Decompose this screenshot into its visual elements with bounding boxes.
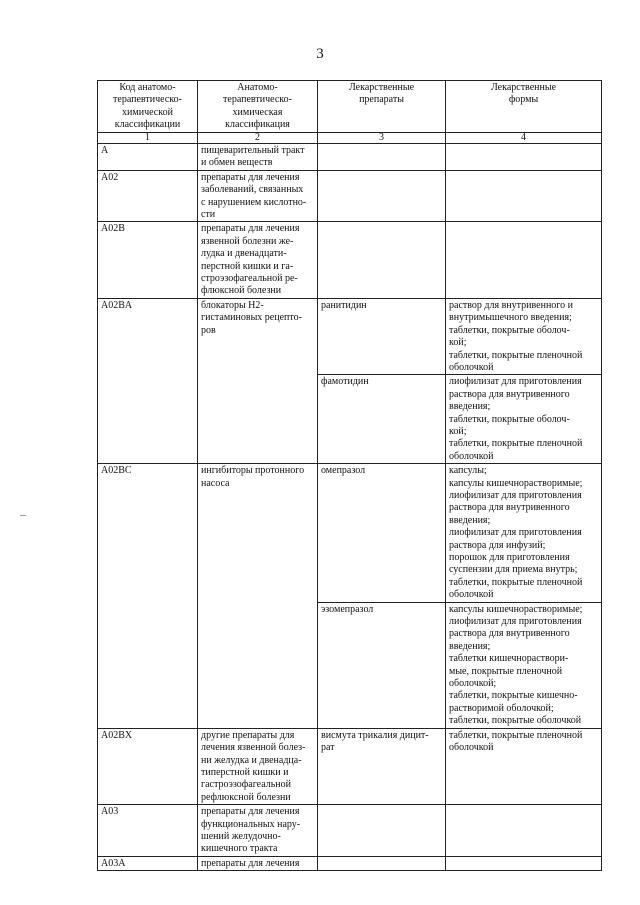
atc-name-cell: препараты для лечения заболеваний, связанных с нарушением кислотно- сти [198, 170, 318, 222]
dosage-form-cell: капсулы; капсулы кишечнорастворимые; лиофилизат для приготовления раствора для внутривенного введения; лиофилизат для приготовления раствора для инфузий; порошок для приготовления суспензии для приема внутрь; таблетки, покрытые пленочной оболочкой [446, 464, 602, 602]
atc-name-cell: пищеварительный тракт и обмен веществ [198, 144, 318, 171]
dosage-form-cell [446, 222, 602, 298]
table-row [98, 728, 602, 804]
table-row [98, 144, 602, 171]
atc-code-cell: A02BC [98, 464, 198, 729]
atc-name-cell: другие препараты для лечения язвенной болез- ни желудка и двенадца- типерстной кишки и гастроэзофагеальной рефлюксной болезни [198, 728, 318, 804]
header-drugs: Лекарственные препараты [318, 81, 446, 133]
drug-cell: висмута трикалия дицит- рат [318, 728, 446, 804]
drug-cell [318, 170, 446, 222]
atc-code-cell: A02B [98, 222, 198, 298]
drug-cell [318, 856, 446, 870]
atc-name-cell: блокаторы Н2- гистаминовых рецепто- ров [198, 298, 318, 463]
atc-code-cell: A02 [98, 170, 198, 222]
atc-name-cell: препараты для лечения функциональных нару- шений желудочно- кишечного тракта [198, 805, 318, 857]
table-row [98, 170, 602, 222]
atc-name-cell: ингибиторы протонного насоса [198, 464, 318, 729]
column-number-row [98, 133, 602, 144]
column-number: 1 [98, 133, 198, 144]
dosage-form-cell: таблетки, покрытые пленочной оболочкой [446, 728, 602, 804]
dosage-form-cell: капсулы кишечнорастворимые; лиофилизат для приготовления раствора для внутривенного введения; таблетки кишечнораствори- мые, покрытые пленочной оболочкой; таблетки, покрытые кишечно- растворимой оболочкой; таблетки, покрытые оболочкой [446, 602, 602, 728]
table-row [98, 856, 602, 870]
table-row [98, 222, 602, 298]
dosage-form-cell [446, 805, 602, 857]
header-dosage-forms: Лекарственные формы [446, 81, 602, 133]
atc-code-cell: A03A [98, 856, 198, 870]
dosage-form-cell [446, 144, 602, 171]
table-row [98, 298, 602, 374]
column-number: 4 [446, 133, 602, 144]
dosage-form-cell [446, 170, 602, 222]
table-header-row [98, 81, 602, 133]
atc-code-cell: A [98, 144, 198, 171]
drug-cell: фамотидин [318, 375, 446, 464]
drug-cell [318, 222, 446, 298]
atc-name-cell: препараты для лечения [198, 856, 318, 870]
drug-cell [318, 805, 446, 857]
table-row [98, 805, 602, 857]
page-number: 3 [316, 46, 324, 62]
margin-mark [20, 515, 26, 516]
dosage-form-cell [446, 856, 602, 870]
column-number: 3 [318, 133, 446, 144]
header-atc-classification: Анатомо- терапевтическо- химическая классификация [198, 81, 318, 133]
drug-cell: эзомепразол [318, 602, 446, 728]
atc-code-cell: A03 [98, 805, 198, 857]
atc-classification-table [97, 80, 602, 871]
drug-cell: ранитидин [318, 298, 446, 374]
atc-code-cell: A02BX [98, 728, 198, 804]
table-row [98, 464, 602, 602]
drug-cell [318, 144, 446, 171]
drug-cell: омепразол [318, 464, 446, 602]
dosage-form-cell: лиофилизат для приготовления раствора для внутривенного введения; таблетки, покрытые оболоч- кой; таблетки, покрытые пленочной оболочкой [446, 375, 602, 464]
dosage-form-cell: раствор для внутривенного и внутримышечного введения; таблетки, покрытые оболоч- кой; таблетки, покрытые пленочной оболочкой [446, 298, 602, 374]
column-number: 2 [198, 133, 318, 144]
atc-name-cell: препараты для лечения язвенной болезни же- лудка и двенадцати- перстной кишки и га- строэзофагеальной ре- флюксной болезни [198, 222, 318, 298]
header-atc-code: Код анатомо- терапевтическо- химической классификации [98, 81, 198, 133]
atc-code-cell: A02BA [98, 298, 198, 463]
